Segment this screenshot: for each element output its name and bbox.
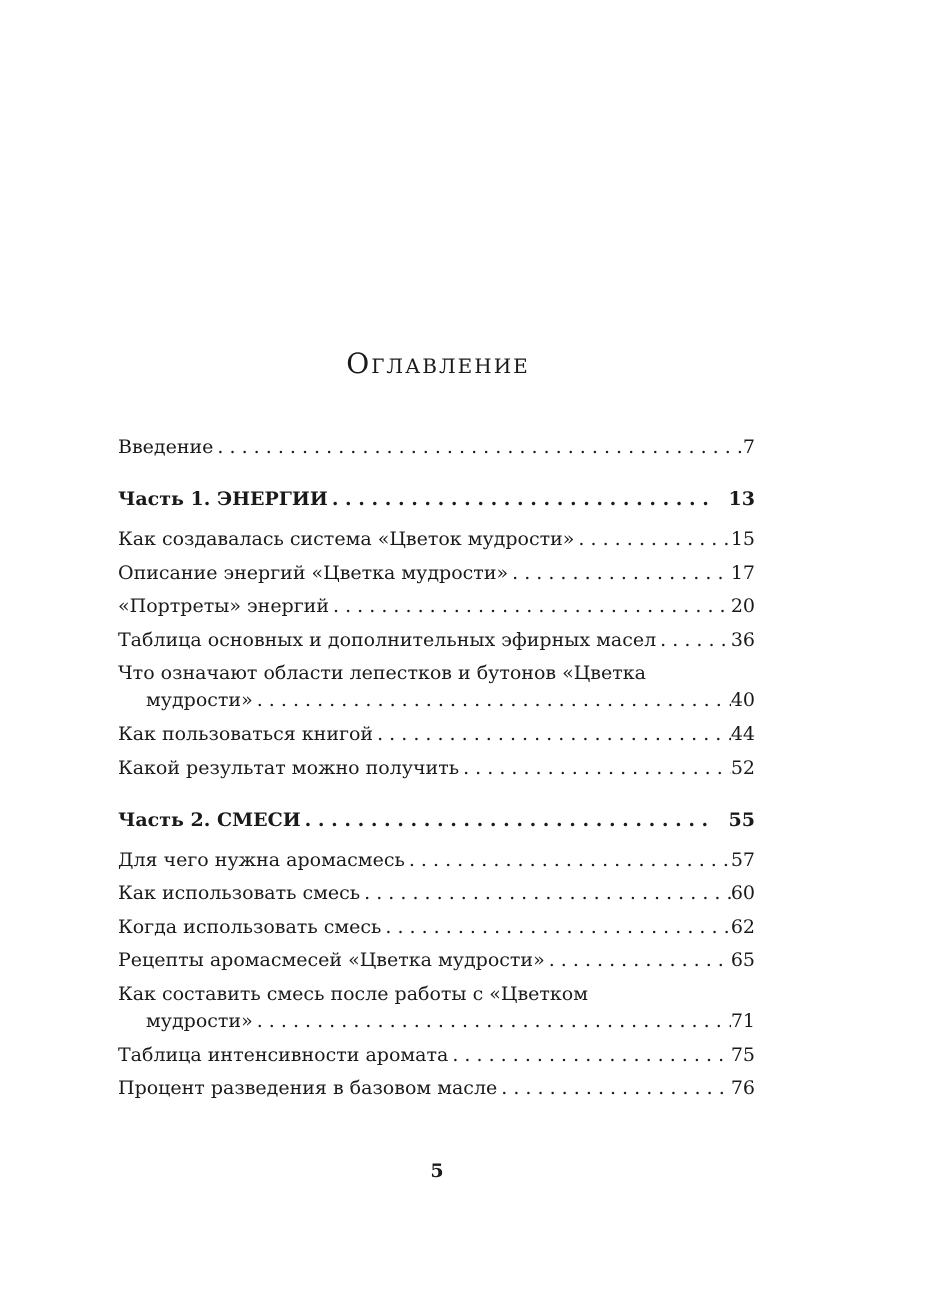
toc-entry[interactable] [118, 526, 755, 553]
toc-entry-page: 40 [730, 689, 755, 712]
toc-entry[interactable] [118, 755, 755, 782]
toc-entry-page: 44 [730, 722, 755, 745]
toc-entry-text: Как использовать смесь [118, 882, 361, 905]
toc-entry[interactable] [118, 593, 755, 620]
toc-entry-text: Таблица основных и дополнительных эфирных масел [118, 628, 657, 651]
toc-entry-page: 75 [730, 1043, 755, 1066]
toc-entry-page: 7 [742, 436, 755, 458]
dot-leader [459, 755, 731, 782]
dot-leader [508, 560, 731, 587]
toc-entry-text-line2: мудрости» [146, 1009, 253, 1032]
toc-entry-text: Описание энергий «Цветка мудрости» [118, 561, 509, 584]
toc-entry-page: 65 [730, 949, 755, 972]
dot-leader [574, 526, 730, 553]
toc-entry-text-line1: Что означают области лепестков и бутонов «Цветка [118, 662, 646, 685]
page-number: 5 [430, 1160, 444, 1182]
toc-entry-text: Когда использовать смесь [118, 915, 382, 938]
dot-leader [373, 721, 731, 748]
dot-leader [448, 1042, 730, 1069]
toc-entry-text: Таблица интенсивности аромата [118, 1043, 449, 1066]
toc-part-1-heading[interactable] [118, 486, 755, 513]
toc-entry[interactable] [118, 914, 755, 941]
toc-entry[interactable] [118, 721, 755, 748]
toc-part-page: 13 [728, 488, 755, 510]
toc-entry-text: Процент разведения в базовом масле [118, 1077, 498, 1100]
toc-entry[interactable] [118, 627, 755, 654]
toc-entry[interactable] [118, 560, 755, 587]
toc-entry[interactable] [118, 1075, 755, 1102]
toc-entry[interactable] [118, 947, 755, 974]
toc-part-text: Часть 1. ЭНЕРГИИ [118, 488, 328, 510]
toc-entry-page: 15 [730, 528, 755, 550]
dot-leader [656, 627, 731, 654]
toc-entry-text-line1: Как составить смесь после работы с «Цветком [118, 982, 589, 1005]
dot-leader [301, 807, 711, 834]
toc-entry-multiline[interactable] [118, 660, 755, 714]
toc-entry-page: 60 [730, 882, 755, 905]
toc-entry-page: 20 [730, 595, 755, 618]
dot-leader [328, 486, 711, 513]
toc-entry[interactable] [118, 1042, 755, 1069]
toc-entry-page: 76 [730, 1077, 755, 1100]
toc-entry-text: Рецепты аромасмесей «Цветка мудрости» [118, 949, 545, 972]
page-title: Оглавление [346, 346, 530, 380]
toc-entry-multiline[interactable] [118, 981, 755, 1035]
dot-leader [497, 1075, 731, 1102]
toc-entry-page: 62 [730, 915, 755, 938]
toc-entry[interactable] [118, 880, 755, 907]
toc-entry-text: Для чего нужна аромасмесь [118, 848, 405, 871]
toc-entry-text: Введение [118, 436, 214, 458]
dot-leader [381, 914, 730, 941]
toc-entry-page: 52 [730, 756, 755, 779]
dot-leader [253, 687, 731, 714]
table-of-contents [118, 434, 755, 1109]
toc-part-text: Часть 2. СМЕСИ [118, 808, 301, 831]
dot-leader [213, 434, 742, 461]
toc-entry-intro[interactable] [118, 434, 755, 461]
toc-entry-page: 71 [730, 1009, 755, 1032]
toc-part-page: 55 [728, 808, 755, 831]
toc-entry-page: 17 [730, 561, 755, 584]
dot-leader [545, 947, 731, 974]
toc-entry-text: «Портреты» энергий [118, 595, 330, 618]
toc-entry-page: 36 [730, 628, 755, 651]
dot-leader [329, 593, 731, 620]
toc-entry-page: 57 [730, 848, 755, 871]
dot-leader [405, 847, 731, 874]
dot-leader [253, 1008, 731, 1035]
dot-leader [360, 880, 731, 907]
toc-entry[interactable] [118, 847, 755, 874]
toc-part-2-heading[interactable] [118, 807, 755, 834]
toc-entry-text: Как пользоваться книгой [118, 722, 374, 745]
toc-entry-text: Как создавалась система «Цветок мудрости» [118, 528, 575, 550]
toc-entry-text-line2: мудрости» [146, 689, 253, 712]
toc-entry-text: Какой результат можно получить [118, 756, 460, 779]
